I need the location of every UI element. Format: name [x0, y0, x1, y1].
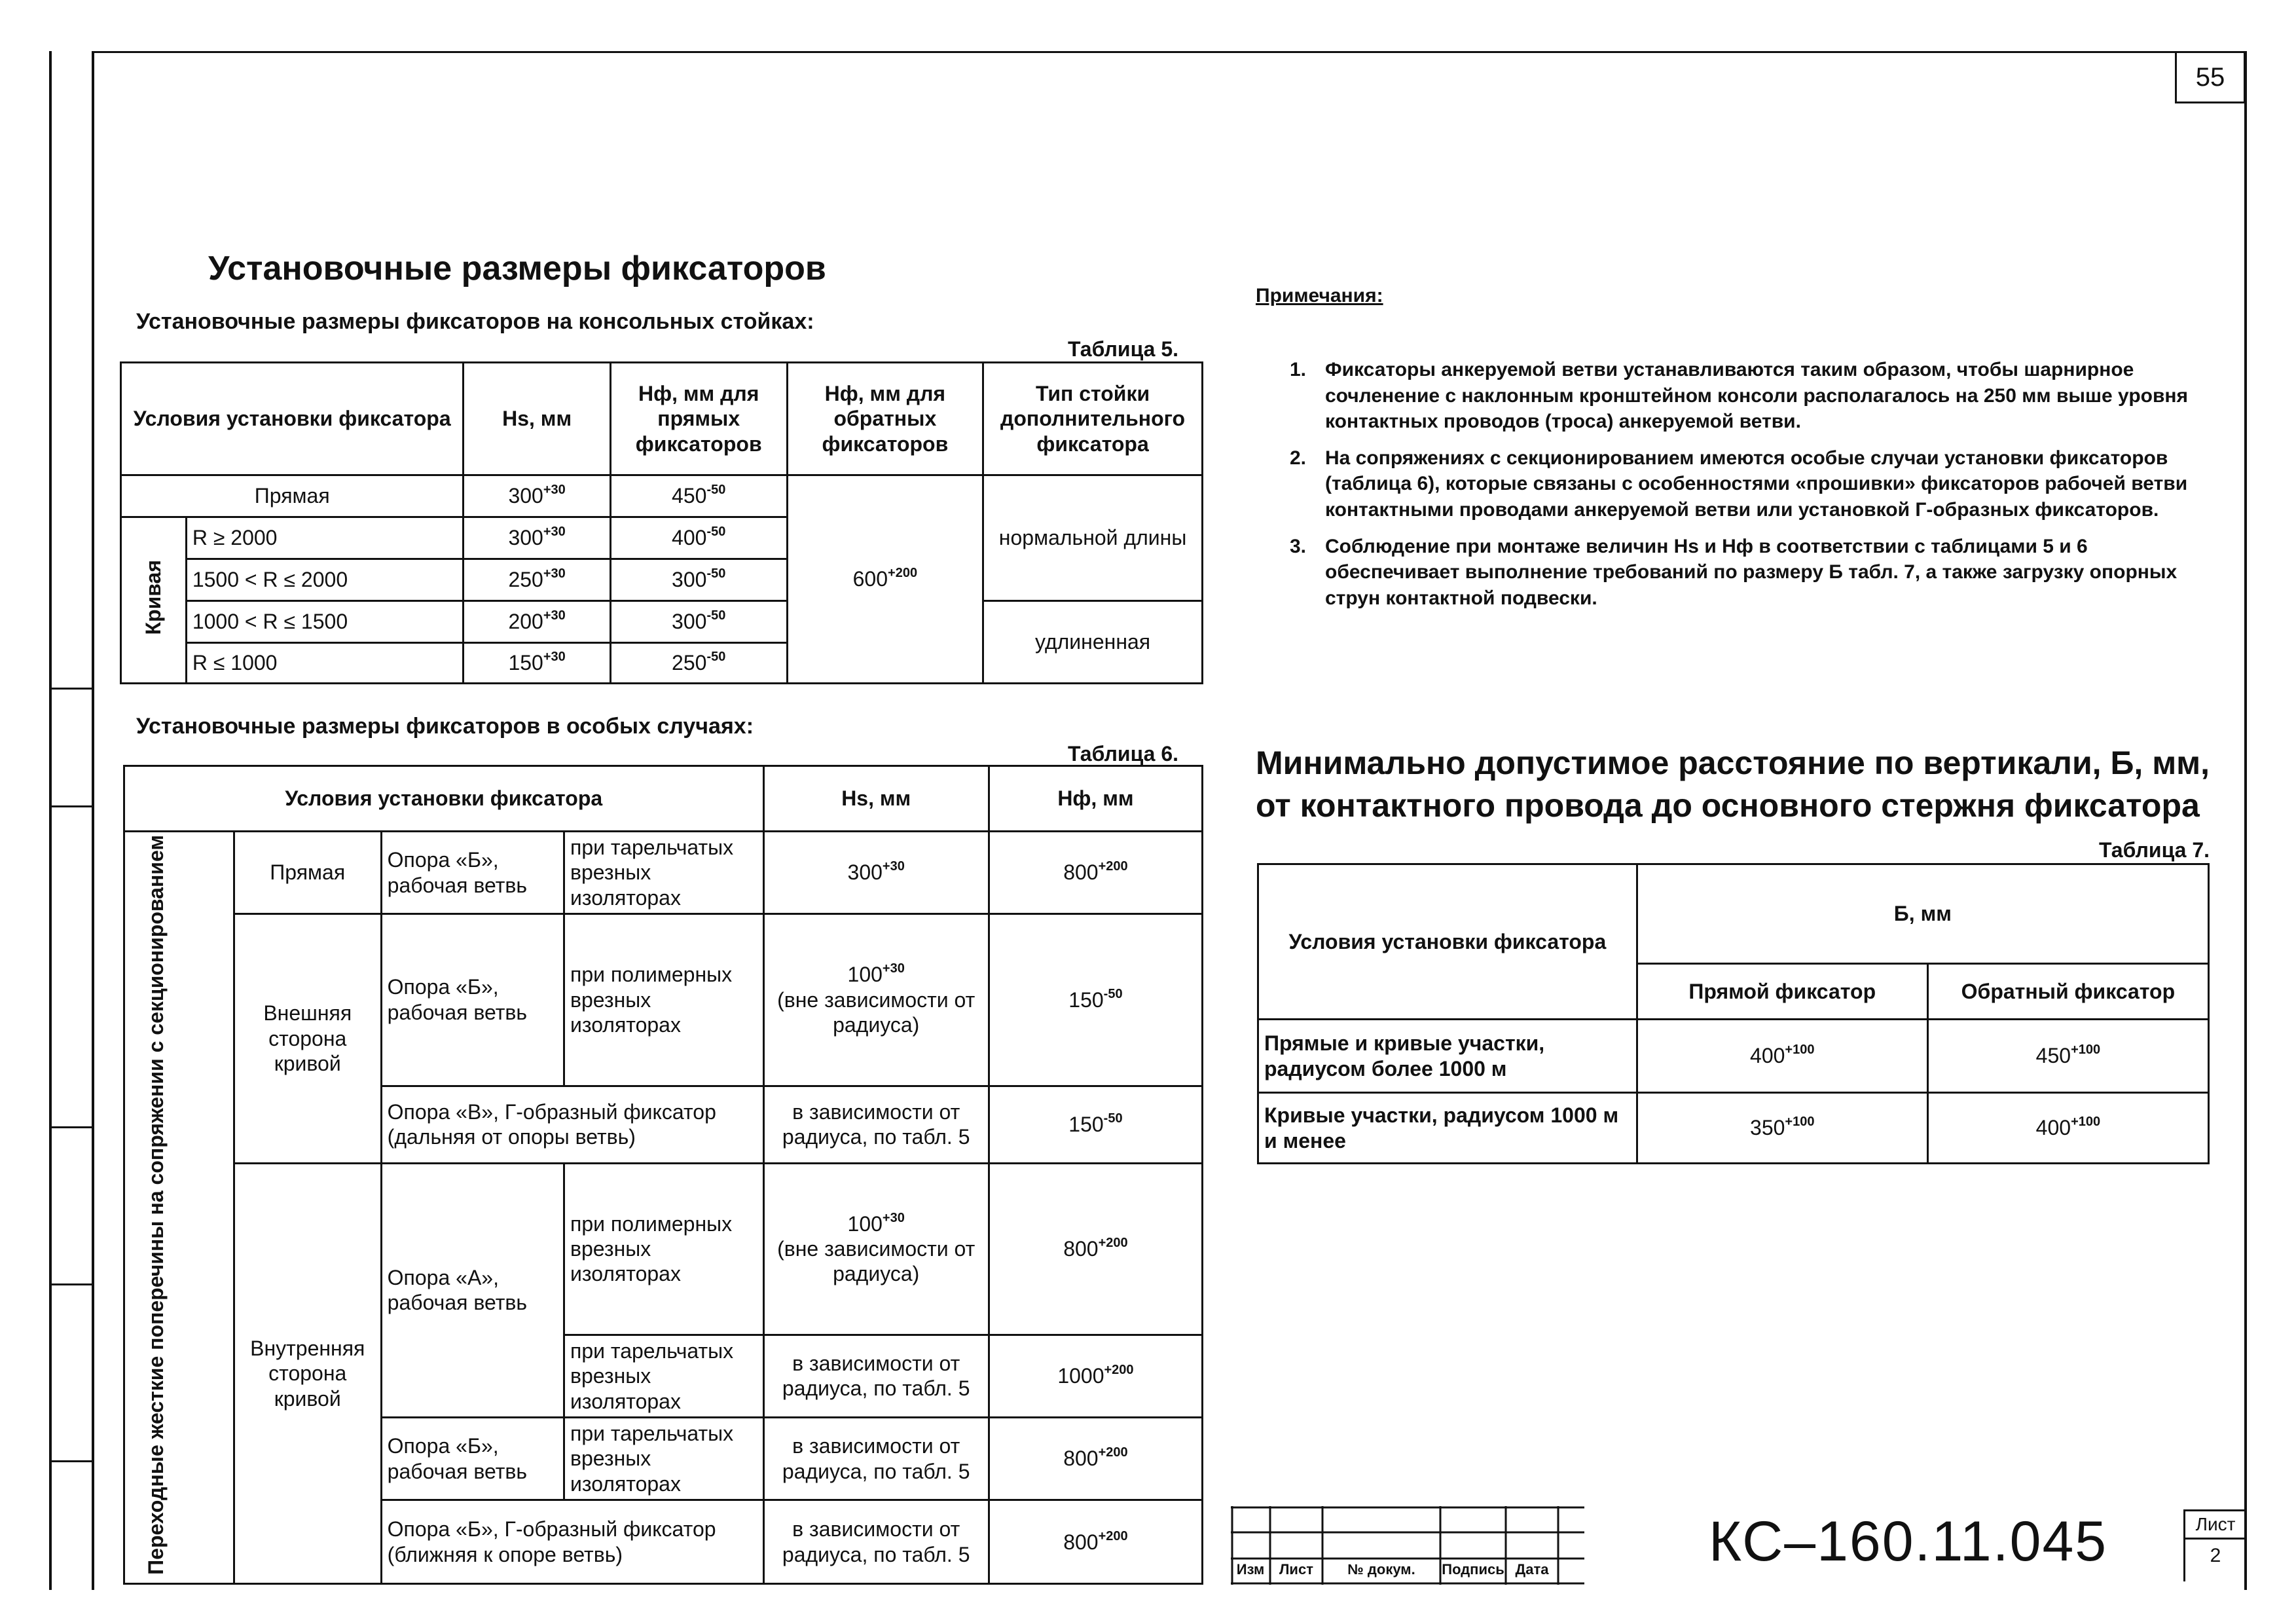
margin-divider [49, 1460, 94, 1462]
cell-condition: R ≤ 1000 [186, 643, 464, 684]
cell-condition: Прямые и кривые участки, радиусом более 1000 м [1258, 1020, 1637, 1093]
note-item: 3. Соблюдение при монтаже величин Hs и Нф в соответствии с таблицами 5 и 6 обеспечивает выполнение требований по размеру Б табл. 7, а также загрузку опорных струн контактной подвески. [1290, 535, 2178, 609]
table-row [1258, 1020, 2209, 1093]
table7-header-direct: Прямой фиксатор [1637, 964, 1927, 1020]
table-row [124, 914, 1203, 1086]
cell-support: Опора «Б», рабочая ветвь [381, 914, 564, 1086]
cell-nf: $450^{-50}$ [610, 475, 787, 517]
table5-header-nf-direct: Нф, мм для прямых фиксаторов [610, 363, 787, 475]
cell-nf: $1000^{+200}$ [989, 1335, 1202, 1417]
margin-divider [49, 805, 94, 807]
cell-reverse: $450^{+100}$ [1927, 1020, 2208, 1093]
cell-hs: $100^{+30}$ (вне зависимости от радиуса) [763, 914, 989, 1086]
note-item: 1. Фиксаторы анкеруемой ветви устанавливаются таким образом, чтобы шарнирное сочленение с наклонным кронштейном консоли располагалось на 250 мм выше уровня контактных проводов (троса) анкеруемой ветви. [1290, 359, 2189, 433]
cell-support: Опора «Б», рабочая ветвь [381, 832, 564, 914]
table5-header-stand-type: Тип стойки дополнительного фиксатора [983, 363, 1203, 475]
table7-caption: Таблица 7. [2099, 838, 2210, 862]
table6-header-nf: Нф, мм [989, 766, 1202, 832]
cell-stand-long: удлиненная [983, 601, 1203, 684]
cell-insulator: при тарельчатых врезных изоляторах [564, 832, 764, 914]
cell-direct: $350^{+100}$ [1637, 1093, 1927, 1164]
cell-insulator: при полимерных врезных изоляторах [564, 1163, 764, 1335]
cell-stand-normal: нормальной длины [983, 475, 1203, 601]
cell-condition: R ≥ 2000 [186, 517, 464, 559]
cell-hs: $150^{+30}$ [464, 643, 610, 684]
sheet-box [2183, 1509, 2246, 1581]
stamp-columns: Изм Лист № докум. Подпись Дата [1236, 1561, 1549, 1578]
cell-condition: Прямая [121, 475, 464, 517]
frame-left-border [92, 51, 94, 1590]
cell-nf: $800^{+200}$ [989, 1500, 1202, 1584]
table7 [1257, 863, 2210, 1164]
frame-top-border [92, 51, 2246, 53]
table6-caption: Таблица 6. [1068, 742, 1178, 766]
group-label-cell [124, 832, 234, 1584]
cell-nf: $250^{-50}$ [610, 643, 787, 684]
table7-header-reverse: Обратный фиксатор [1927, 964, 2208, 1020]
cell-hs: в зависимости от радиуса, по табл. 5 [763, 1500, 989, 1584]
cell-nf: $800^{+200}$ [989, 1163, 1202, 1335]
cell-hs: в зависимости от радиуса, по табл. 5 [763, 1335, 989, 1417]
frame-right-border [2244, 51, 2247, 1590]
cell-hs: $300^{+30}$ [464, 475, 610, 517]
frame-margin-line [49, 51, 52, 1590]
cell-nf: $300^{-50}$ [610, 559, 787, 601]
margin-divider [49, 1126, 94, 1128]
cell-nf: $150^{-50}$ [989, 914, 1202, 1086]
cell-support: Опора «Б», Г-образный фиксатор (ближняя к опоре ветвь) [381, 1500, 763, 1584]
margin-divider [49, 688, 94, 690]
cell-hs: $300^{+30}$ [464, 517, 610, 559]
table5-caption: Таблица 5. [1068, 337, 1178, 361]
cell-nf: $800^{+200}$ [989, 1418, 1202, 1500]
group-label: Переходные жесткие поперечины на сопряжении с секционированием [144, 835, 168, 1575]
cell-nf: $300^{-50}$ [610, 601, 787, 643]
notes-title: Примечания: [1256, 285, 1383, 306]
curve-label: Кривая [141, 560, 166, 635]
document-code: КС–160.11.045 [1709, 1510, 2108, 1573]
page-number: 55 [2175, 51, 2246, 103]
notes-list [1290, 357, 2226, 611]
table7-heading: Минимально допустимое расстояние по вертикали, Б, мм, от контактного провода до основного стержня фиксатора [1256, 745, 2210, 824]
cell-hs: $300^{+30}$ [763, 832, 989, 914]
cell-nf: $150^{-50}$ [989, 1086, 1202, 1163]
note-item: 2. На сопряжениях с секционированием имеются особые случаи установки фиксаторов (таблица 6), которые связаны с особенностями «прошивки» фиксаторов рабочей ветви контактными проводами анкеруемой ветви или установкой Г-образных фиксаторов. [1290, 447, 2188, 521]
cell-hs: в зависимости от радиуса, по табл. 5 [763, 1086, 989, 1163]
sheet-label: Лист [2185, 1511, 2246, 1540]
table-row [124, 832, 1203, 914]
table5-header-hs: Hs, мм [464, 363, 610, 475]
cell-support: Опора «А», рабочая ветвь [381, 1163, 564, 1418]
cell-direct: $400^{+100}$ [1637, 1020, 1927, 1093]
table5-header-nf-reverse: Нф, мм для обратных фиксаторов [787, 363, 983, 475]
table5-header-conditions: Условия установки фиксатора [121, 363, 464, 475]
cell-hs: $200^{+30}$ [464, 601, 610, 643]
cell-insulator: при полимерных врезных изоляторах [564, 914, 764, 1086]
page-title: Установочные размеры фиксаторов [208, 249, 826, 287]
cell-insulator: при тарельчатых врезных изоляторах [564, 1418, 764, 1500]
cell-nf: $800^{+200}$ [989, 832, 1202, 914]
table6-subtitle: Установочные размеры фиксаторов в особых случаях: [136, 714, 754, 739]
cell-hs: в зависимости от радиуса, по табл. 5 [763, 1418, 989, 1500]
cell-side: Внешняя сторона кривой [234, 914, 381, 1163]
cell-support: Опора «Б», рабочая ветвь [381, 1418, 564, 1500]
cell-hs: $100^{+30}$ (вне зависимости от радиуса) [763, 1163, 989, 1335]
cell-reverse: $400^{+100}$ [1927, 1093, 2208, 1164]
table5 [120, 361, 1203, 684]
table-row [121, 475, 1203, 517]
cell-insulator: при тарельчатых врезных изоляторах [564, 1335, 764, 1417]
table7-header-b: Б, мм [1637, 864, 2208, 964]
cell-nf: $400^{-50}$ [610, 517, 787, 559]
sheet-number: 2 [2210, 1545, 2221, 1566]
cell-side: Внутренняя сторона кривой [234, 1163, 381, 1584]
cell-reverse-value: $600^{+200}$ [787, 475, 983, 684]
table-row [1258, 1093, 2209, 1164]
cell-condition: 1500 < R ≤ 2000 [186, 559, 464, 601]
cell-hs: $250^{+30}$ [464, 559, 610, 601]
cell-side: Прямая [234, 832, 381, 914]
cell-condition: 1000 < R ≤ 1500 [186, 601, 464, 643]
margin-divider [49, 1283, 94, 1285]
table-row [121, 601, 1203, 643]
curve-label-cell [121, 517, 187, 684]
cell-support: Опора «В», Г-образный фиксатор (дальняя от опоры ветвь) [381, 1086, 763, 1163]
cell-condition: Кривые участки, радиусом 1000 м и менее [1258, 1093, 1637, 1164]
table5-subtitle: Установочные размеры фиксаторов на консольных стойках: [136, 309, 814, 334]
table6-header-conditions: Условия установки фиксатора [124, 766, 764, 832]
table-row [124, 1163, 1203, 1335]
stamp-grid [1231, 1506, 1584, 1585]
table7-header-conditions: Условия установки фиксатора [1258, 864, 1637, 1020]
table6-header-hs: Hs, мм [763, 766, 989, 832]
table6 [123, 765, 1203, 1585]
